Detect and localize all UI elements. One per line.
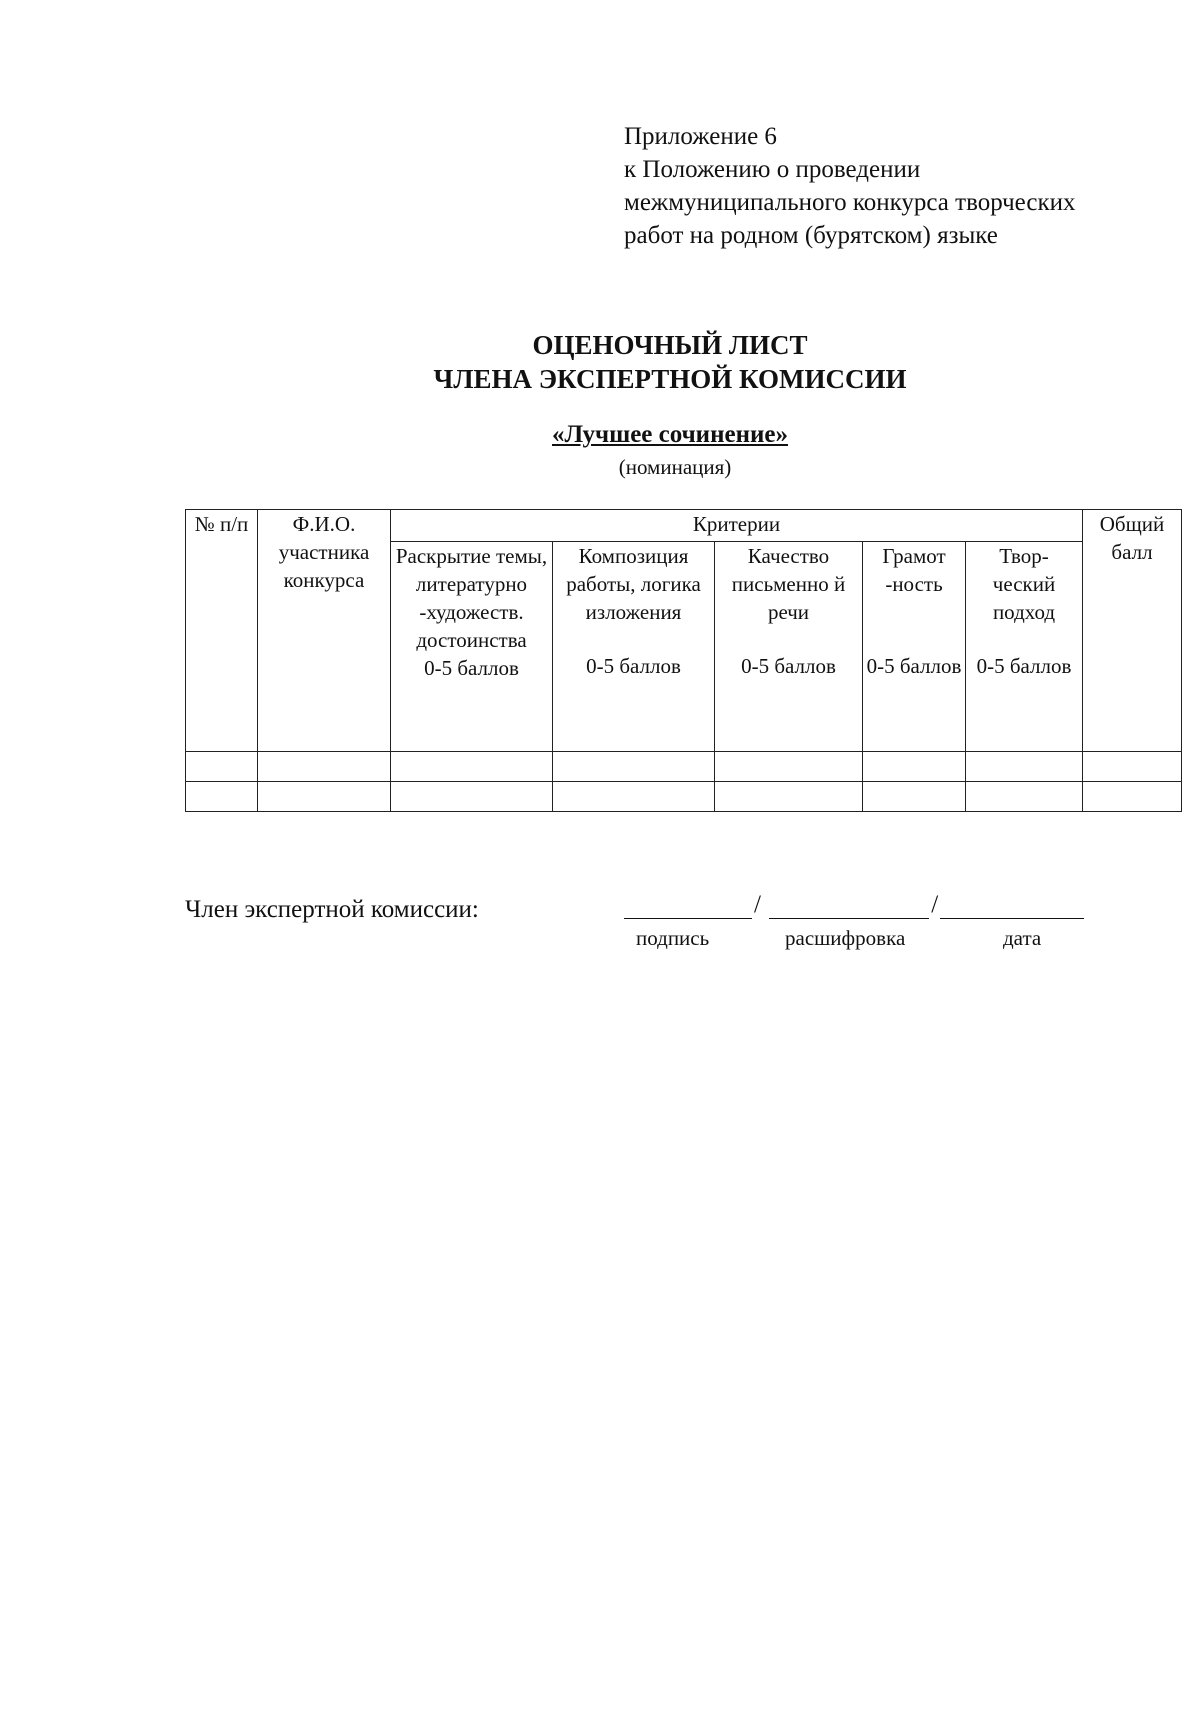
table-cell[interactable] [966, 752, 1083, 782]
table-cell[interactable] [258, 782, 391, 812]
table-cell[interactable] [553, 752, 715, 782]
date-line[interactable] [940, 890, 1084, 919]
criterion-cell [391, 542, 553, 752]
signature-lines [624, 890, 1084, 919]
evaluation-table [185, 509, 1182, 812]
table-row [186, 782, 1182, 812]
header-total-score: Общий балл [1083, 510, 1182, 752]
appendix-line: работ на родном (бурятском) языке [624, 222, 998, 249]
table-cell[interactable] [863, 782, 966, 812]
criterion-label: Грамот -ность [882, 544, 946, 596]
date-caption: дата [1003, 926, 1042, 950]
criterion-cell [863, 542, 966, 752]
criterion-label: Раскрытие темы, литературно -художеств. достоинства [395, 544, 548, 652]
appendix-line: межмуниципального конкурса творческих [624, 189, 1076, 216]
document-title [0, 328, 1200, 396]
criterion-range: 0-5 баллов [424, 656, 519, 680]
appendix-line: Приложение 6 [624, 123, 777, 150]
header-criteria: Критерии [391, 510, 1083, 542]
table-cell[interactable] [391, 752, 553, 782]
table-cell[interactable] [258, 752, 391, 782]
nomination-name: «Лучшее сочинение» [551, 421, 788, 448]
sign-caption: подпись [636, 926, 710, 950]
signature-line[interactable] [624, 890, 752, 919]
decode-caption: расшифровка [785, 926, 906, 950]
nomination-caption: (номинация) [618, 455, 732, 479]
table-cell[interactable] [186, 752, 258, 782]
slash-divider: / [931, 891, 939, 918]
title-line: ЧЛЕНА ЭКСПЕРТНОЙ КОМИССИИ [433, 364, 907, 394]
criterion-cell [553, 542, 715, 752]
header-participant-name: Ф.И.О. участника конкурса [258, 510, 391, 752]
table-cell[interactable] [966, 782, 1083, 812]
table-cell[interactable] [715, 782, 863, 812]
table-cell[interactable] [715, 752, 863, 782]
slash-divider: / [754, 891, 761, 918]
criterion-cell [966, 542, 1083, 752]
table-row [186, 752, 1182, 782]
table-cell[interactable] [391, 782, 553, 812]
table-cell[interactable] [186, 782, 258, 812]
table-cell[interactable] [1083, 782, 1182, 812]
criterion-cell [715, 542, 863, 752]
criterion-label: Твор- ческий подход [992, 544, 1056, 624]
criterion-label: Композиция работы, логика изложения [566, 544, 701, 624]
criterion-range: 0-5 баллов [976, 654, 1072, 678]
signature-label: Член экспертной комиссии: [185, 896, 479, 923]
appendix-line: к Положению о проведении [624, 156, 921, 183]
decode-line[interactable] [769, 890, 929, 919]
header-number: № п/п [186, 510, 258, 752]
appendix-block [624, 120, 1076, 252]
table-cell[interactable] [553, 782, 715, 812]
criterion-range: 0-5 баллов [741, 654, 836, 678]
criterion-range: 0-5 баллов [586, 654, 681, 678]
title-line: ОЦЕНОЧНЫЙ ЛИСТ [532, 330, 808, 360]
table-cell[interactable] [1083, 752, 1182, 782]
criterion-range: 0-5 баллов [866, 654, 962, 678]
criterion-label: Качество письменно й речи [731, 544, 846, 624]
table-cell[interactable] [863, 752, 966, 782]
